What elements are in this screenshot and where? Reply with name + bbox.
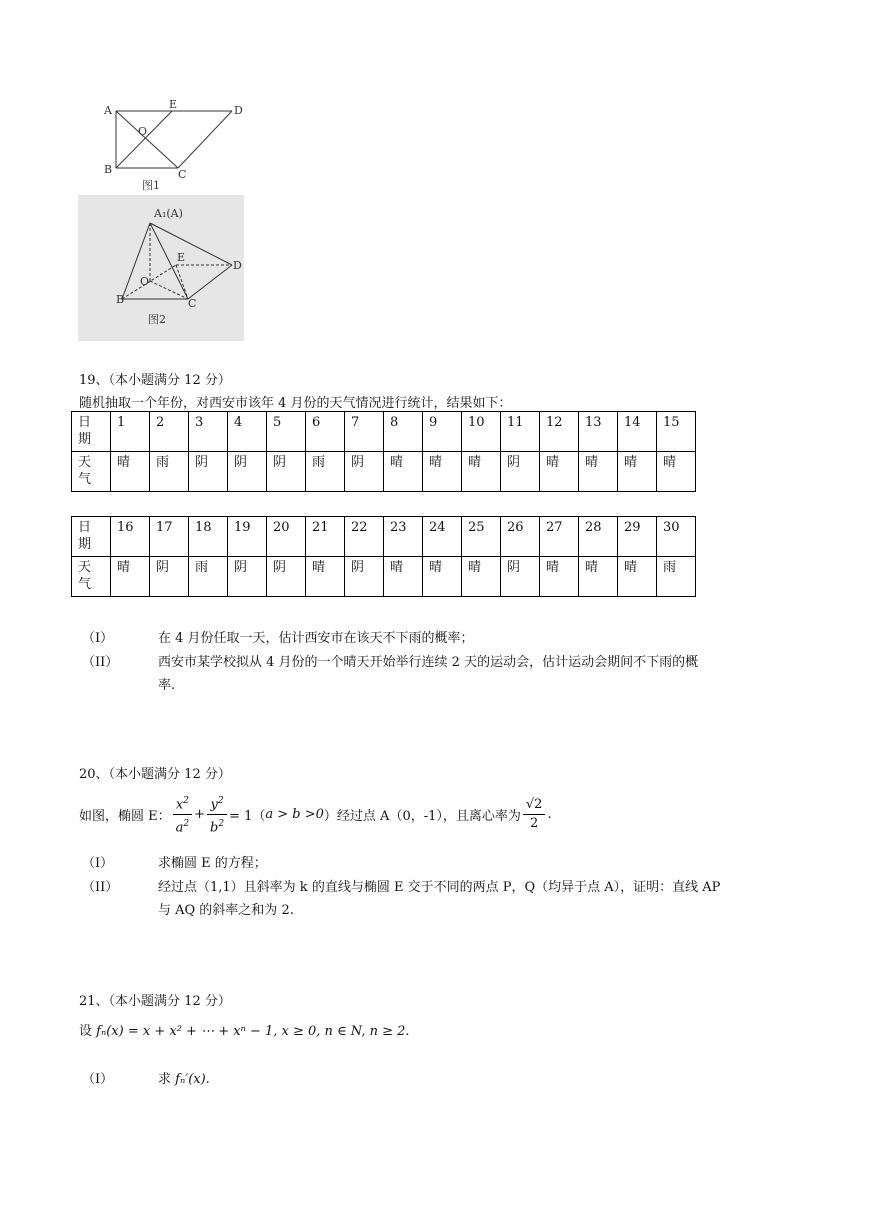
q19-item-2-text-cont: 率. xyxy=(158,678,176,693)
table2-date-cell: 28 xyxy=(579,517,618,557)
table1-weather-cell: 晴 xyxy=(462,452,501,492)
row-header-weather: 天 气 xyxy=(72,452,111,492)
fig2-point-c: C xyxy=(188,297,197,310)
row-header-weather: 天 气 xyxy=(72,557,111,597)
table1-date-row xyxy=(72,412,696,452)
fig2-point-b: B xyxy=(116,293,125,306)
fraction-y2-b2: $\frac{y^2}{b^2}$ xyxy=(207,792,227,838)
table1-weather-cell: 晴 xyxy=(579,452,618,492)
table2-weather-cell: 晴 xyxy=(423,557,462,597)
fig2-point-d: D xyxy=(233,259,242,272)
figure-1 xyxy=(92,96,262,196)
fig2-point-a1: A₁(A) xyxy=(154,207,183,220)
weather-table-1 xyxy=(71,411,696,492)
fig2-point-e: E xyxy=(177,251,186,264)
table2-weather-cell: 阴 xyxy=(150,557,189,597)
q19-item-1-text: 在 4 月份任取一天，估计西安市在该天不下雨的概率； xyxy=(158,631,474,646)
table2-weather-cell: 阴 xyxy=(228,557,267,597)
fig1-point-o: O xyxy=(138,125,148,138)
q21-title: 21、（本小题满分 12 分） xyxy=(79,994,231,1009)
q19-item-2-text: 西安市某学校拟从 4 月份的一个晴天开始举行连续 2 天的运动会，估计运动会期间不下雨的概 xyxy=(158,655,699,670)
table2-date-cell: 17 xyxy=(150,517,189,557)
table1-date-cell: 6 xyxy=(306,412,345,452)
fig2-caption: 图2 xyxy=(148,313,166,326)
q20-item-1-num: （I） xyxy=(82,856,114,871)
table1-date-cell: 9 xyxy=(423,412,462,452)
table2-date-cell: 23 xyxy=(384,517,423,557)
table2-date-cell: 19 xyxy=(228,517,267,557)
table2-date-cell: 30 xyxy=(657,517,696,557)
q21-definition: 设 fₙ(x) = x + x² + ⋯ + xⁿ − 1, x ≥ 0, n ∈ N, n ≥ 2. xyxy=(79,1024,410,1039)
table1-date-cell: 7 xyxy=(345,412,384,452)
row-header-date: 日 期 xyxy=(72,517,111,557)
q19-title: 19、（本小题满分 12 分） xyxy=(79,373,231,388)
table2-date-cell: 27 xyxy=(540,517,579,557)
table2-weather-row xyxy=(72,557,696,597)
table1-weather-cell: 晴 xyxy=(657,452,696,492)
fraction-x2-a2: $\frac{x^2}{a^2}$ xyxy=(173,792,193,838)
table2-date-cell: 21 xyxy=(306,517,345,557)
table2-weather-cell: 雨 xyxy=(657,557,696,597)
table1-date-cell: 4 xyxy=(228,412,267,452)
table2-date-cell: 20 xyxy=(267,517,306,557)
fig2-point-o: O xyxy=(140,275,150,288)
q19-item-2-num: （II） xyxy=(82,655,119,670)
table1-date-cell: 5 xyxy=(267,412,306,452)
fig1-point-e: E xyxy=(169,98,178,111)
table1-date-cell: 11 xyxy=(501,412,540,452)
table2-date-cell: 29 xyxy=(618,517,657,557)
table1-date-cell: 13 xyxy=(579,412,618,452)
q20-ellipse-statement: 如图，椭圆 E： $\frac{x^2}{a^2}$ + $\frac{y^2}{b^2}$ = 1（ a > b >0 ）经过点 A（0，-1），且离心率为 $\frac{√2}{2}$ . xyxy=(79,792,552,838)
table1-date-cell: 8 xyxy=(384,412,423,452)
q20-title: 20、（本小题满分 12 分） xyxy=(79,767,231,782)
fig1-point-d: D xyxy=(234,104,243,117)
table2-date-row xyxy=(72,517,696,557)
table1-weather-cell: 晴 xyxy=(540,452,579,492)
table1-weather-cell: 晴 xyxy=(423,452,462,492)
table1-date-cell: 10 xyxy=(462,412,501,452)
table1-date-cell: 3 xyxy=(189,412,228,452)
q19-intro: 随机抽取一个年份，对西安市该年 4 月份的天气情况进行统计，结果如下： xyxy=(79,396,512,411)
table1-date-cell: 1 xyxy=(111,412,150,452)
fraction-sqrt2-over-2: $\frac{√2}{2}$ xyxy=(523,796,546,833)
table2-date-cell: 22 xyxy=(345,517,384,557)
table2-date-cell: 26 xyxy=(501,517,540,557)
table2-weather-cell: 阴 xyxy=(345,557,384,597)
table1-weather-cell: 阴 xyxy=(228,452,267,492)
table1-weather-cell: 晴 xyxy=(111,452,150,492)
table2-weather-cell: 晴 xyxy=(540,557,579,597)
table1-date-cell: 12 xyxy=(540,412,579,452)
fig1-point-a: A xyxy=(104,104,112,117)
table2-weather-cell: 晴 xyxy=(111,557,150,597)
table1-weather-cell: 阴 xyxy=(501,452,540,492)
q21-item-1-text: 求 fₙ′(x). xyxy=(158,1072,210,1087)
q21-item-1-num: （I） xyxy=(82,1072,114,1087)
table2-weather-cell: 晴 xyxy=(384,557,423,597)
table2-weather-cell: 雨 xyxy=(189,557,228,597)
q20-item-1-text: 求椭圆 E 的方程； xyxy=(158,856,267,871)
table1-weather-cell: 雨 xyxy=(306,452,345,492)
table2-date-cell: 18 xyxy=(189,517,228,557)
weather-table-2 xyxy=(71,516,696,597)
fig1-point-b: B xyxy=(104,163,113,176)
table1-weather-cell: 晴 xyxy=(384,452,423,492)
table1-weather-cell: 晴 xyxy=(618,452,657,492)
table1-weather-row xyxy=(72,452,696,492)
table2-weather-cell: 晴 xyxy=(579,557,618,597)
table2-weather-cell: 晴 xyxy=(306,557,345,597)
fig1-caption: 图1 xyxy=(142,179,160,192)
table2-date-cell: 16 xyxy=(111,517,150,557)
q21-derivative-expr: fₙ′(x). xyxy=(175,1072,210,1087)
row-header-date: 日 期 xyxy=(72,412,111,452)
table1-weather-cell: 阴 xyxy=(189,452,228,492)
table2-date-cell: 24 xyxy=(423,517,462,557)
table2-weather-cell: 晴 xyxy=(618,557,657,597)
fig1-point-c: C xyxy=(178,168,187,181)
table1-date-cell: 2 xyxy=(150,412,189,452)
table1-date-cell: 14 xyxy=(618,412,657,452)
table1-weather-cell: 阴 xyxy=(345,452,384,492)
table1-weather-cell: 阴 xyxy=(267,452,306,492)
table2-weather-cell: 晴 xyxy=(462,557,501,597)
table2-date-cell: 25 xyxy=(462,517,501,557)
table1-date-cell: 15 xyxy=(657,412,696,452)
q20-item-2-num: （II） xyxy=(82,880,119,895)
table1-weather-cell: 雨 xyxy=(150,452,189,492)
table2-weather-cell: 阴 xyxy=(501,557,540,597)
figure-2 xyxy=(78,195,244,341)
q20-item-2-text: 经过点（1,1）且斜率为 k 的直线与椭圆 E 交于不同的两点 P，Q（均异于点 A），证明：直线 AP xyxy=(158,880,721,895)
q21-formula: fₙ(x) = x + x² + ⋯ + xⁿ − 1, x ≥ 0, n ∈ N, n ≥ 2. xyxy=(96,1024,410,1039)
table2-weather-cell: 阴 xyxy=(267,557,306,597)
q19-item-1-num: （I） xyxy=(82,631,114,646)
q20-item-2-text-cont: 与 AQ 的斜率之和为 2. xyxy=(158,903,294,918)
